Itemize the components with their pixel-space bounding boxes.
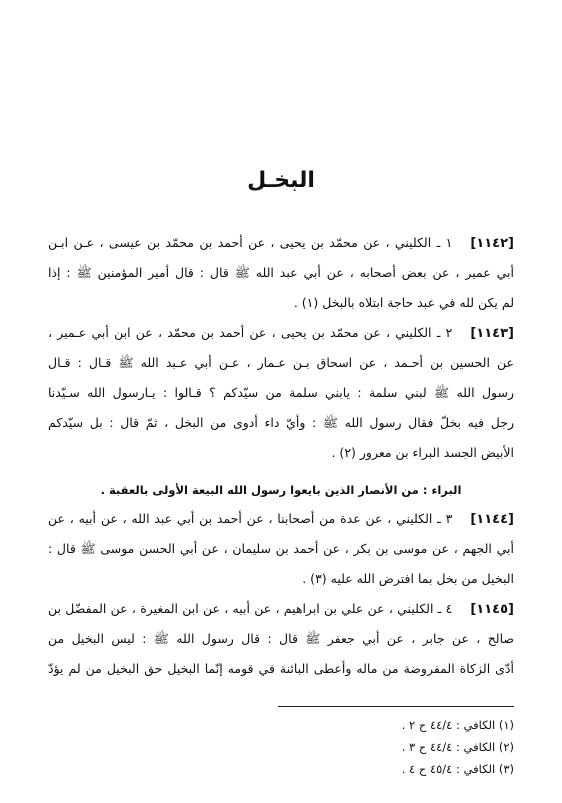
text-line: [١١٤٥]٤ ـ الكليني ، عن علي بن ابراهيم ، عن أبيه ، عن ابن المغيرة ، عن المفضّل بن xyxy=(48,601,514,617)
footnote: (٢) الكافي : ٤٤/٤ ح ٣ . xyxy=(401,740,514,754)
text-line: [١١٤٤]٣ ـ الكليني ، عن عدة من أصحابنا ، عن أحمد بن أبي عبد الله ، عن أبيه ، عن xyxy=(48,511,514,527)
text-line: أبي عمير ، عن بعض أصحابه ، عن أبي عبد الله ﷺ قال : قال أمير المؤمنين ﷺ : إذا xyxy=(48,265,514,280)
text-line: رجل فيه بخلّ فقال رسول الله ﷺ : وأيّ داء أدوى من البخل ، ثمّ قال : بل سيّدكم xyxy=(48,415,514,430)
hadith-entry xyxy=(48,318,514,468)
entry-number: [١١٤٥] xyxy=(470,602,514,617)
hadith-entry xyxy=(48,228,514,318)
hadith-entry xyxy=(48,594,514,684)
footnotes xyxy=(48,714,514,780)
footnote: (١) الكافي : ٤٤/٤ ح ٢ . xyxy=(401,718,514,732)
chapter-title: البخـل xyxy=(247,168,315,193)
text-line: أبي الجهم ، عن موسى بن بكر ، عن أحمد بن سليمان ، عن أبي الحسن موسى ﷺ قال : xyxy=(48,541,514,556)
text-line: [١١٤٢]١ ـ الكليني ، عن محمّد بن يحيى ، عن أحمد بن محمّد بن عيسى ، عـن ابـن xyxy=(48,235,514,251)
footnote-divider xyxy=(278,706,514,707)
biographical-note: البراء : من الأنصار الذين بايعوا رسول الله البيعة الأولى بالعقبة . xyxy=(100,483,462,497)
entry-number: [١١٤٣] xyxy=(470,326,514,341)
text-line: البخيل من بخل بما افترض الله عليه (٣) . xyxy=(302,571,514,586)
text-line: رسول الله ﷺ لبني سلمة : يابني سلمة من سيّدكم ؟ قـالوا : يـارسول الله سـيّدنا xyxy=(48,385,514,400)
text-line: عن الحسين بن أحـمد ، عن اسحاق بـن عـمار ، عـن أبي عـبد الله ﷺ قـال : قـال xyxy=(48,355,514,370)
footnote: (٣) الكافي : ٤٥/٤ ح ٤ . xyxy=(401,762,514,776)
hadith-entry xyxy=(48,504,514,594)
text-line: لم يكن لله في عبد حاجة ابتلاه بالبخل (١) . xyxy=(293,295,514,310)
text-line: أدّى الزكاة المفروضة من ماله وأعطى البائنة في قومه إنّما البخيل حق البخيل من لم يؤدّ xyxy=(48,661,514,676)
text-line: صالح ، عن جابر ، عن أبي جعفر ﷺ قال : قال رسول الله ﷺ : ليس البخيل من xyxy=(48,631,514,646)
entry-number: [١١٤٤] xyxy=(470,512,514,527)
text-line: [١١٤٣]٢ ـ الكليني ، عن محمّد بن يحيى ، عن أحمد بن محمّد ، عن ابن أبي عـمير ، xyxy=(48,325,514,341)
entry-number: [١١٤٢] xyxy=(470,236,514,251)
text-line: الأبيض الجسد البراء بن معرور (٢) . xyxy=(331,445,514,460)
